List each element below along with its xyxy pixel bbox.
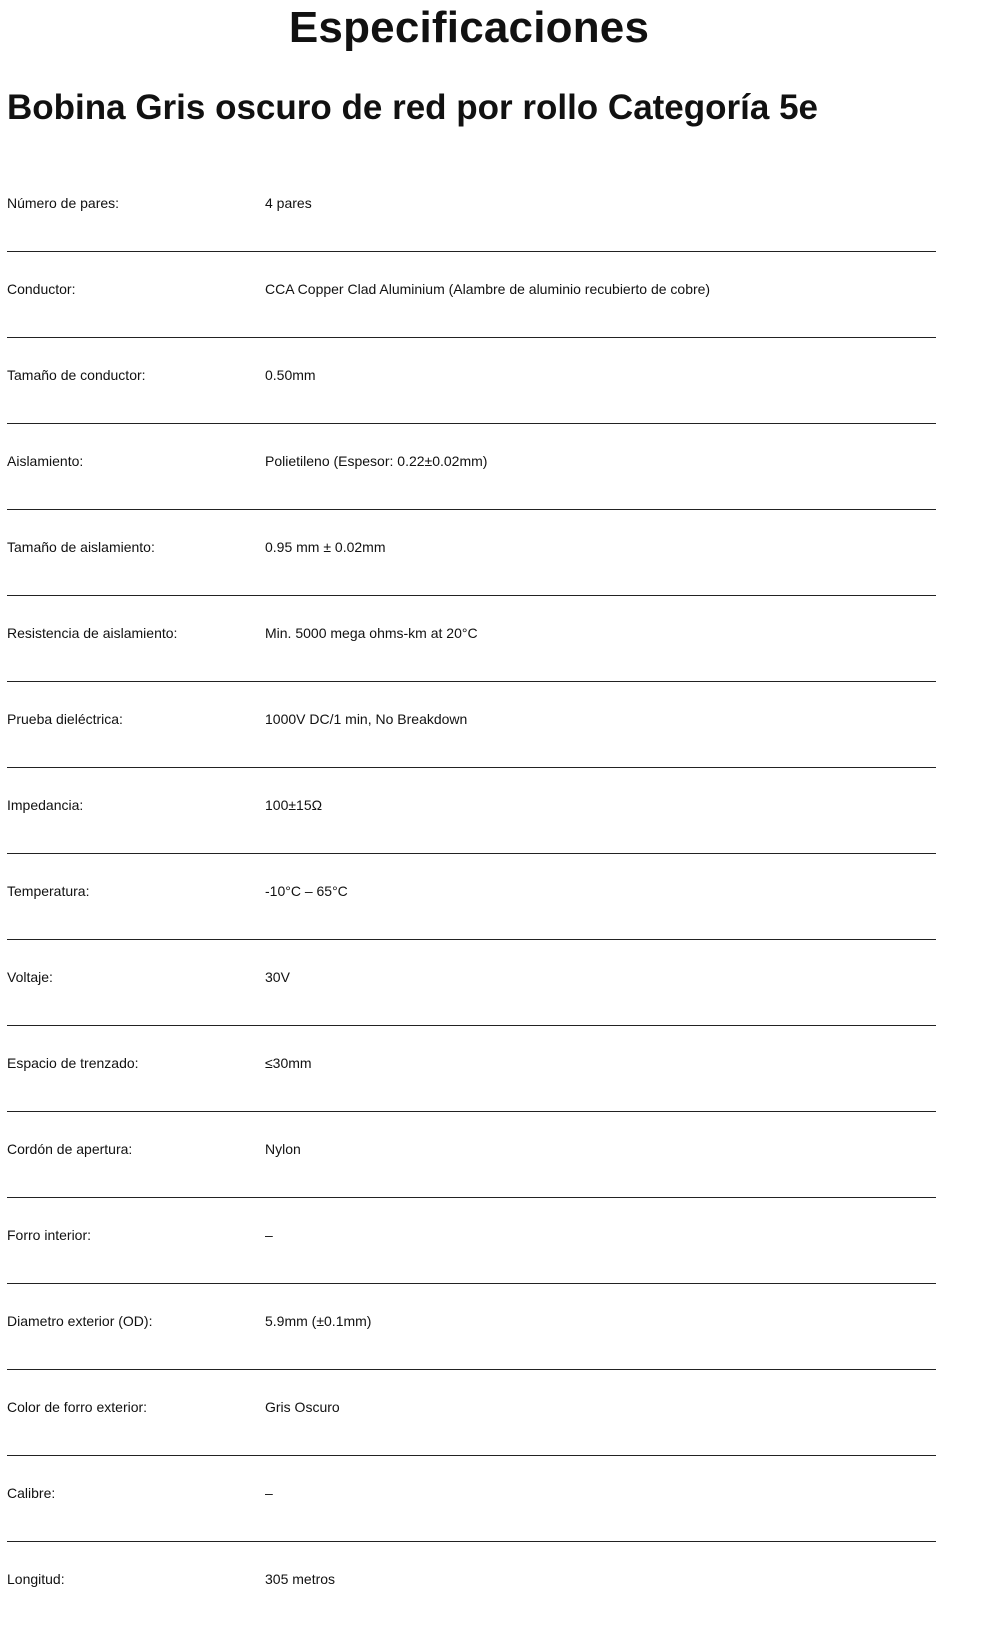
spec-row-ripcord [7, 1112, 936, 1198]
spec-row-pairs [7, 166, 936, 252]
spec-value: 100±15Ω [265, 797, 323, 813]
spec-label: Forro interior: [7, 1227, 92, 1243]
spec-row-insulation-resistance [7, 596, 936, 682]
spec-label: Prueba dieléctrica: [7, 711, 123, 727]
spec-label: Espacio de trenzado: [7, 1055, 139, 1071]
spec-row-temperature [7, 854, 936, 940]
spec-value: 305 metros [265, 1571, 336, 1587]
spec-label: Diametro exterior (OD): [7, 1313, 153, 1329]
spec-table [7, 166, 936, 1628]
spec-label: Aislamiento: [7, 453, 84, 469]
spec-value: 4 pares [265, 195, 312, 211]
spec-row-gauge [7, 1456, 936, 1542]
spec-label: Voltaje: [7, 969, 53, 985]
spec-label: Temperatura: [7, 883, 90, 899]
spec-label: Longitud: [7, 1571, 65, 1587]
spec-row-voltage [7, 940, 936, 1026]
spec-value: 0.50mm [265, 367, 316, 383]
spec-value: ≤30mm [265, 1055, 312, 1071]
spec-value: Gris Oscuro [265, 1399, 340, 1415]
page-title: Especificaciones [288, 3, 650, 52]
spec-value: 1000V DC/1 min, No Breakdown [265, 711, 468, 727]
spec-value: CCA Copper Clad Aluminium (Alambre de aluminio recubierto de cobre) [265, 281, 711, 297]
spec-value: 0.95 mm ± 0.02mm [265, 539, 386, 555]
spec-row-impedance [7, 768, 936, 854]
spec-label: Cordón de apertura: [7, 1141, 133, 1157]
spec-label: Resistencia de aislamiento: [7, 625, 178, 641]
spec-value: Nylon [265, 1141, 301, 1157]
spec-value: -10°C – 65°C [265, 883, 348, 899]
spec-value: 5.9mm (±0.1mm) [265, 1313, 372, 1329]
spec-value: – [265, 1485, 273, 1501]
spec-row-twist-spacing [7, 1026, 936, 1112]
spec-row-insulation [7, 424, 936, 510]
spec-row-jacket-color [7, 1370, 936, 1456]
spec-label: Número de pares: [7, 195, 120, 211]
spec-row-inner-jacket [7, 1198, 936, 1284]
spec-label: Tamaño de aislamiento: [7, 539, 155, 555]
spec-row-outer-diameter [7, 1284, 936, 1370]
spec-value: – [265, 1227, 273, 1243]
spec-label: Tamaño de conductor: [7, 367, 146, 383]
spec-value: Polietileno (Espesor: 0.22±0.02mm) [265, 453, 488, 469]
spec-row-conductor [7, 252, 936, 338]
spec-row-length [7, 1542, 936, 1628]
spec-row-insulation-size [7, 510, 936, 596]
spec-value: Min. 5000 mega ohms-km at 20°C [265, 625, 478, 641]
spec-label: Conductor: [7, 281, 76, 297]
spec-value: 30V [265, 969, 290, 985]
spec-row-conductor-size [7, 338, 936, 424]
spec-label: Color de forro exterior: [7, 1399, 148, 1415]
spec-label: Calibre: [7, 1485, 56, 1501]
product-title: Bobina Gris oscuro de red por rollo Categoría 5e [7, 88, 818, 127]
spec-row-dielectric-test [7, 682, 936, 768]
spec-label: Impedancia: [7, 797, 84, 813]
